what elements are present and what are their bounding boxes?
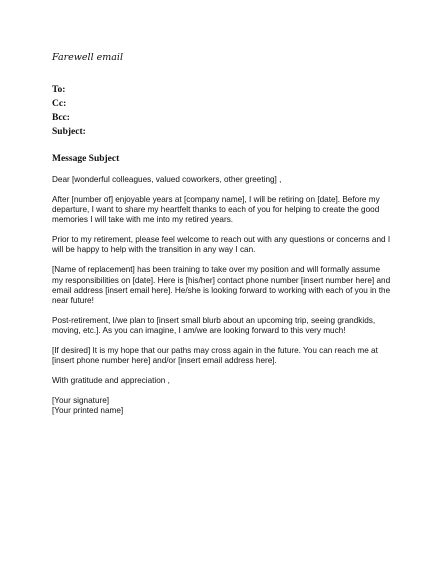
closing-line: With gratitude and appreciation , [52,376,170,386]
to-field-label: To: [52,85,66,95]
body-paragraph: After [number of] enjoyable years at [company name], I will be retiring on [date]. Before my departure, I want to share my heartfelt thanks to each of you for helping to create the good memories I will take with me into my retired years. [52,194,380,225]
document-title: Farewell email [52,52,123,63]
greeting-line: Dear [wonderful colleagues, valued coworkers, other greeting] , [52,175,282,184]
body-paragraph: [Name of replacement] has been training to take over my position and will formally assume my responsibilities on [date]. Here is [his/her] contact phone number [insert number here] and email address [insert email here]. He/she is looking forward to working with each of you in the near future! [52,265,391,306]
cc-field-label: Cc: [52,99,67,109]
message-subject-heading: Message Subject [52,154,120,164]
email-body [52,175,392,417]
body-paragraph: [If desired] It is my hope that our paths may cross again in the future. You can reach me at [insert phone number here] and/or [insert email address here]. [52,346,378,366]
printed-name-line: [Your printed name] [52,406,124,416]
body-paragraph: Prior to my retirement, please feel welcome to reach out with any questions or concerns and I will be happy to help with the transition in any way I can. [52,235,391,255]
body-paragraph: Post-retirement, I/we plan to [insert small blurb about an upcoming trip, seeing grandkids, moving, etc.]. As you can imagine, I am/we are looking forward to this very much! [52,315,376,336]
subject-field-label: Subject: [52,127,86,137]
bcc-field-label: Bcc: [52,113,70,123]
email-header-fields [52,83,86,139]
signature-line: [Your signature] [52,395,110,405]
